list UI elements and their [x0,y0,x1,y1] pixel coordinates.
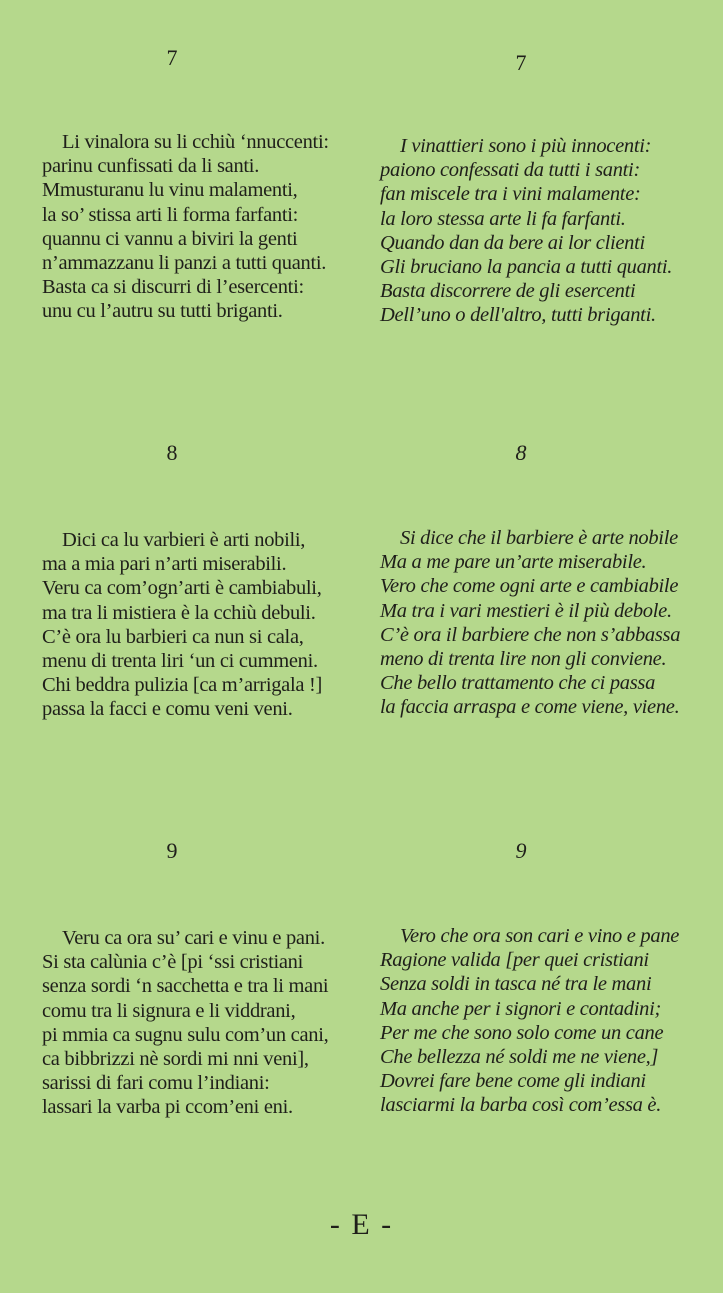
verse-line: C’è ora il barbiere che non s’abbassa [380,623,681,646]
stanza-number-right-8: 8 [515,440,527,465]
verse-line: Che bellezza né soldi me ne viene,] [380,1046,659,1069]
verse-line: ma a mia pari n’arti miserabili. [42,553,287,576]
verse-line: comu tra li signura e li viddrani, [42,999,296,1022]
verse-line: Li vinalora su li cchiù ‘nnuccenti: [62,131,329,153]
verse-line: Ma anche per i signori e contadini; [380,997,662,1020]
verse-line: Veru ca com’ogn’arti è cambiabuli, [42,577,322,600]
verse-line: unu cu l’autru su tutti briganti. [42,300,283,323]
verse-line: la faccia arraspa e come viene, viene. [380,696,680,719]
verse-line: parinu cunfissati da li santi. [42,155,260,178]
verse-line: Ma tra i vari mestieri è il più debole. [380,599,672,622]
page-footer-letter: - E - [329,1208,394,1241]
verse-line: Vero che ora son cari e vino e pane [400,925,680,947]
verse-line: ma tra li mistiera è la cchiù debuli. [42,601,316,624]
verse-line: Mmusturanu lu vinu malamenti, [42,179,298,202]
verse-line: meno di trenta lire non gli conviene. [380,648,667,671]
italian-stanza-8 [380,526,681,720]
verse-line: Si dice che il barbiere è arte nobile [400,527,678,549]
sicilian-stanza-9 [42,926,329,1120]
verse-line: Ragione valida [per quei cristiani [380,949,649,972]
verse-line: lassari la varba pi ccom’eni eni. [42,1096,293,1119]
verse-line: Veru ca ora su’ cari e vinu e pani. [62,927,325,949]
verse-line: sarissi di fari comu l’indiani: [42,1072,270,1095]
verse-line: C’è ora lu barbieri ca nun si cala, [42,625,304,648]
verse-line: lasciarmi la barba così com’essa è. [380,1094,662,1117]
verse-line: Basta discorrere de gli esercenti [380,280,636,303]
verse-line: la loro stessa arte li fa farfanti. [380,207,626,230]
stanza-number-right-7: 7 [515,50,527,75]
verse-line: Che bello trattamento che ci passa [380,672,656,695]
verse-line: senza sordi ‘n sacchetta e tra li mani [42,975,329,998]
sicilian-stanza-8 [42,528,323,722]
verse-line: paiono confessati da tutti i santi: [380,159,640,182]
verse-line: fan miscele tra i vini malamente: [380,183,641,206]
verse-line: menu di trenta liri ‘un ci cummeni. [42,650,318,673]
verse-line: Gli bruciano la pancia a tutti quanti. [380,256,673,279]
verse-line: Dell’uno o dell'altro, tutti briganti. [380,304,656,327]
verse-line: pi mmia ca sugnu sulu com’un cani, [42,1023,329,1046]
verse-line: Dovrei fare bene come gli indiani [380,1070,646,1093]
verse-line: Senza soldi in tasca né tra le mani [380,973,652,996]
stanza-number-left-9: 9 [166,838,178,863]
verse-line: Quando dan da bere ai lor clienti [380,231,645,254]
verse-line: ca bibbrizzi nè sordi mi nni veni], [42,1048,309,1071]
italian-stanza-9 [380,924,680,1118]
verse-line: passa la facci e comu veni veni. [42,698,293,721]
sicilian-stanza-7 [42,130,329,324]
stanza-number-right-9: 9 [515,838,527,863]
verse-line: Vero che come ogni arte e cambiabile [380,575,679,598]
verse-line: Ma a me pare un’arte miserabile. [380,551,647,574]
italian-stanza-7 [380,134,673,328]
verse-line: quannu ci vannu a biviri la genti [42,227,298,250]
verse-line: Dici ca lu varbieri è arti nobili, [62,529,306,551]
stanza-number-left-8: 8 [166,440,178,465]
verse-line: I vinattieri sono i più innocenti: [400,135,652,157]
verse-line: Basta ca si discurri di l’esercenti: [42,276,304,299]
verse-line: n’ammazzanu li panzi a tutti quanti. [42,252,327,275]
stanza-number-left-7: 7 [166,45,178,70]
verse-line: la so’ stissa arti li forma farfanti: [42,203,299,226]
verse-line: Per me che sono solo come un cane [380,1021,664,1044]
verse-line: Si sta calùnia c’è [pi ‘ssi cristiani [42,951,304,974]
verse-line: Chi beddra pulizia [ca m’arrigala !] [42,674,323,697]
